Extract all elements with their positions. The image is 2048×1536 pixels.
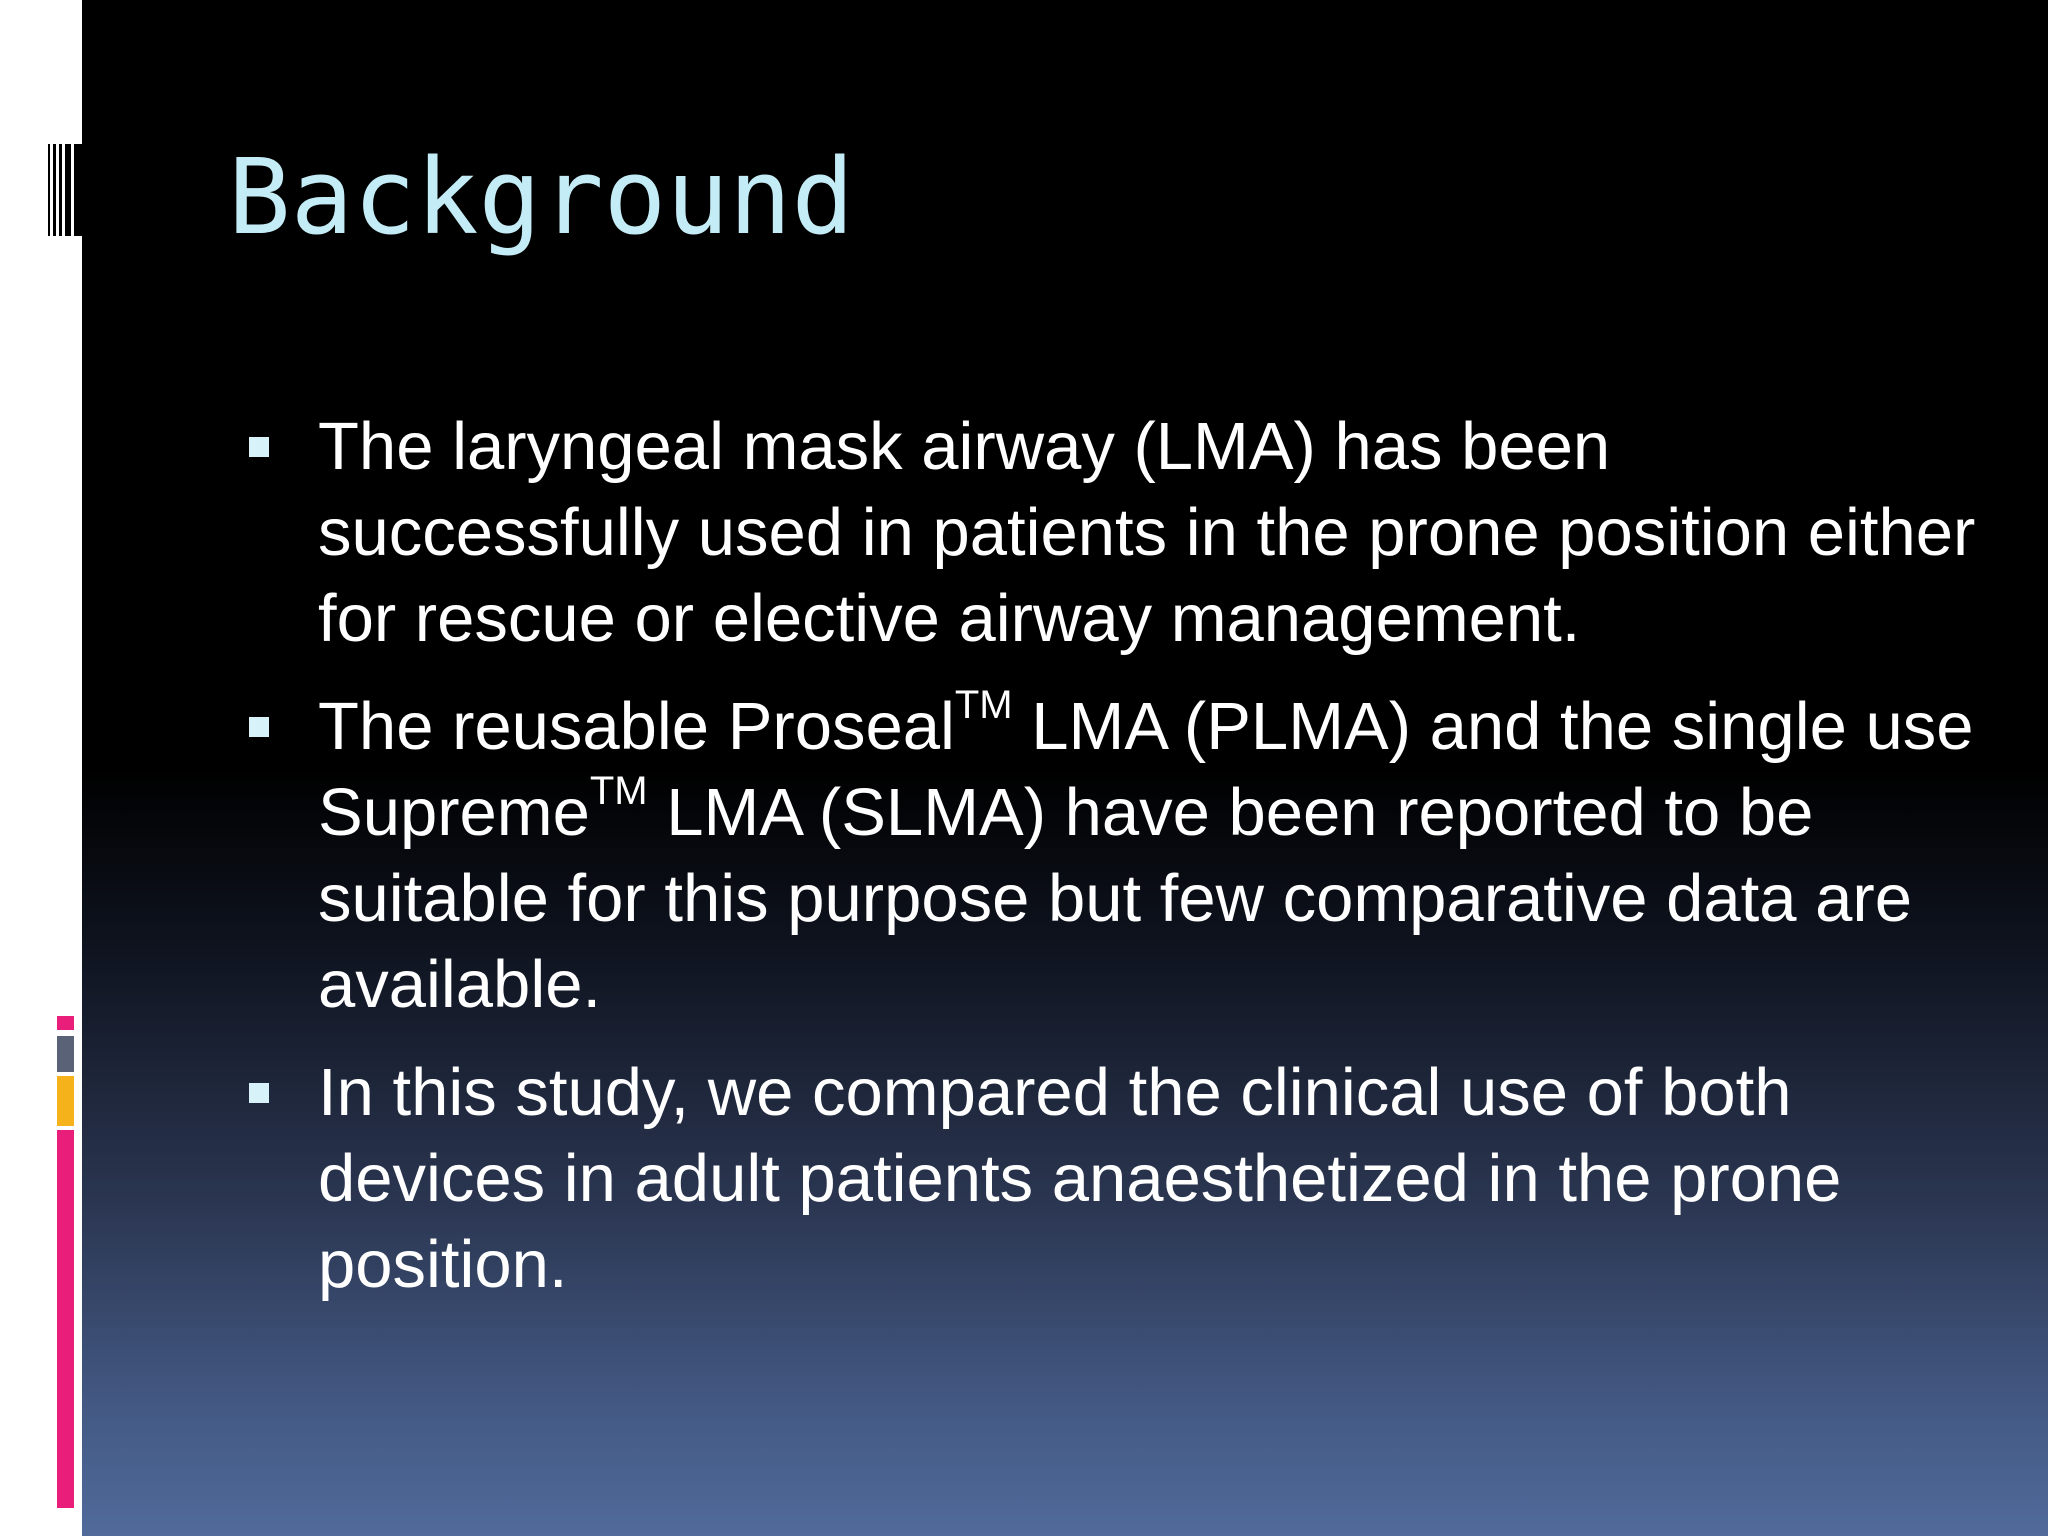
- bullet-item: [82, 684, 2048, 1028]
- accent-bar-yellow: [57, 1076, 74, 1126]
- bullet-text-part: LMA (PLMA) and the single use Supreme: [318, 689, 1974, 850]
- stripe: [48, 144, 50, 236]
- stripe: [59, 144, 63, 236]
- stripe: [65, 144, 71, 236]
- bullet-item: [82, 1050, 2048, 1308]
- square-bullet-icon: [249, 717, 269, 737]
- bullet-list: [82, 404, 2048, 1330]
- square-bullet-icon: [249, 437, 269, 457]
- bullet-text: The laryngeal mask airway (LMA) has been successfully used in patients in the prone position either for rescue or elective airway management.: [318, 409, 1976, 656]
- accent-bar-gray: [57, 1036, 74, 1072]
- square-bullet-icon: [249, 1083, 269, 1103]
- stripe: [74, 144, 82, 236]
- slide-title: Background: [228, 136, 855, 258]
- accent-bar-pink: [57, 1130, 74, 1508]
- trademark-superscript: TM: [589, 768, 648, 813]
- slide-content: [82, 0, 2048, 1536]
- bullet-text-part: The reusable Proseal: [318, 689, 955, 764]
- accent-bar-pink-top: [57, 1016, 74, 1030]
- decorative-stripes: [48, 144, 82, 236]
- bullet-text: In this study, we compared the clinical use of both devices in adult patients anaesthetized in the prone position.: [318, 1055, 1842, 1302]
- left-decorative-strip: [0, 0, 82, 1536]
- trademark-superscript: TM: [954, 682, 1013, 727]
- stripe: [53, 144, 56, 236]
- bullet-text-part: LMA (SLMA) have been reported to be suitable for this purpose but few comparative data are available.: [318, 775, 1912, 1022]
- bullet-item: [82, 404, 2048, 662]
